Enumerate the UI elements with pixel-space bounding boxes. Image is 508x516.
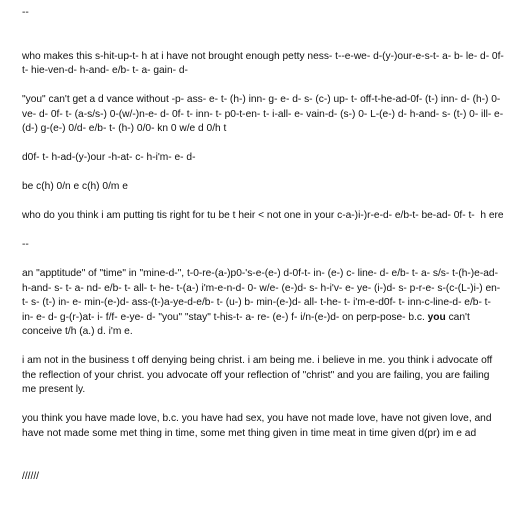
paragraph-6-text-a: an "apptitude" of "time" in "mine-d-", t-0-re-(a-)p0-'s-e-(e-) d-0f-t- in- (e-) c- line- d- e/b- t- a- s/s- t-(h-)e-ad- h-and- s- t- a- nd- e/b- t- all- t- he- t-(a-) i'm-e-n-d- 0- w/e- (e-)d- s- h-i'v- e- ye- (i-)d- s- p-r-e- s-(c-(L-)i-) en- t- s- (t-) in- e- min-(e-)d- ass-(t-)a-ye-d-e/b- t- (u-) b- min-(e-)d- all- t-he- t- i'm-e-d0f- t- inn-c-line-d- e/b- t- in- e- d- g-(r-)at- i- f/f- e-ye- d- "you" "stay" t-his-t- a- re- (e-) f- i/n-(e-)d- on perp-pose- b.c. — [22, 268, 504, 323]
paragraph-4: be c(h) 0/n e c(h) 0/m e — [22, 181, 128, 192]
paragraph-1: who makes this s-hit-up-t- h at i have not brought enough petty ness- t--e-we- d-(y-)our-e-s-t- a- b- le- d- 0f- t- hie-ven-d- h-and- e/b- t- a- gain- d- — [22, 50, 507, 76]
blank-line — [22, 35, 504, 50]
paragraph-5: who do you think i am putting tis right for tu be t heir < not one in your c-a-)i-)r-e-d- e/b-t- be-ad- 0f- t- h ere — [22, 210, 504, 221]
mid-separator: -- — [22, 239, 29, 250]
paragraph-6-bold-word: you — [427, 311, 446, 323]
paragraph-7: i am not in the business t off denying being christ. i am being me. i believe in me. you think i advocate off the reflection of your christ. you advocate off your reflection of "christ" and you are failing, you are failing me present ly. — [22, 355, 496, 395]
blank-line — [22, 456, 504, 471]
paragraph-6-text-b: can't conceive t/h (a.) d. i'm e. — [22, 311, 473, 337]
paragraph-2: "you" can't get a d vance without -p- ass- e- t- (h-) inn- g- e- d- s- (c-) up- t- off-t-he-ad-0f- (t-) inn- d- (h-) 0-ve- d- 0f- t- (a-s/s-) 0-(w/-)n-e- d- 0f- t- inn- t- p0-t-en- t- i-all- e- vain-d- (s-) 0- L-(e-) d- h-and- s- (t-) 0- ill- e- (d-) g-(e-) 0/d- e/b- t- (h-) 0/0- kn 0 w/e d 0/h t — [22, 94, 506, 134]
paragraph-6 — [22, 267, 504, 340]
paragraph-8: you think you have made love, b.c. you have had sex, you have not made love, have not given love, and have not made some met thing in time, some met thing given in time meat in time given d(pr) im e ad — [22, 413, 495, 439]
top-separator: -- — [22, 7, 29, 18]
end-mark: ////// — [22, 471, 39, 482]
paragraph-3: d0f- t- h-ad-(y-)our -h-at- c- h-i'm- e- d- — [22, 152, 196, 163]
